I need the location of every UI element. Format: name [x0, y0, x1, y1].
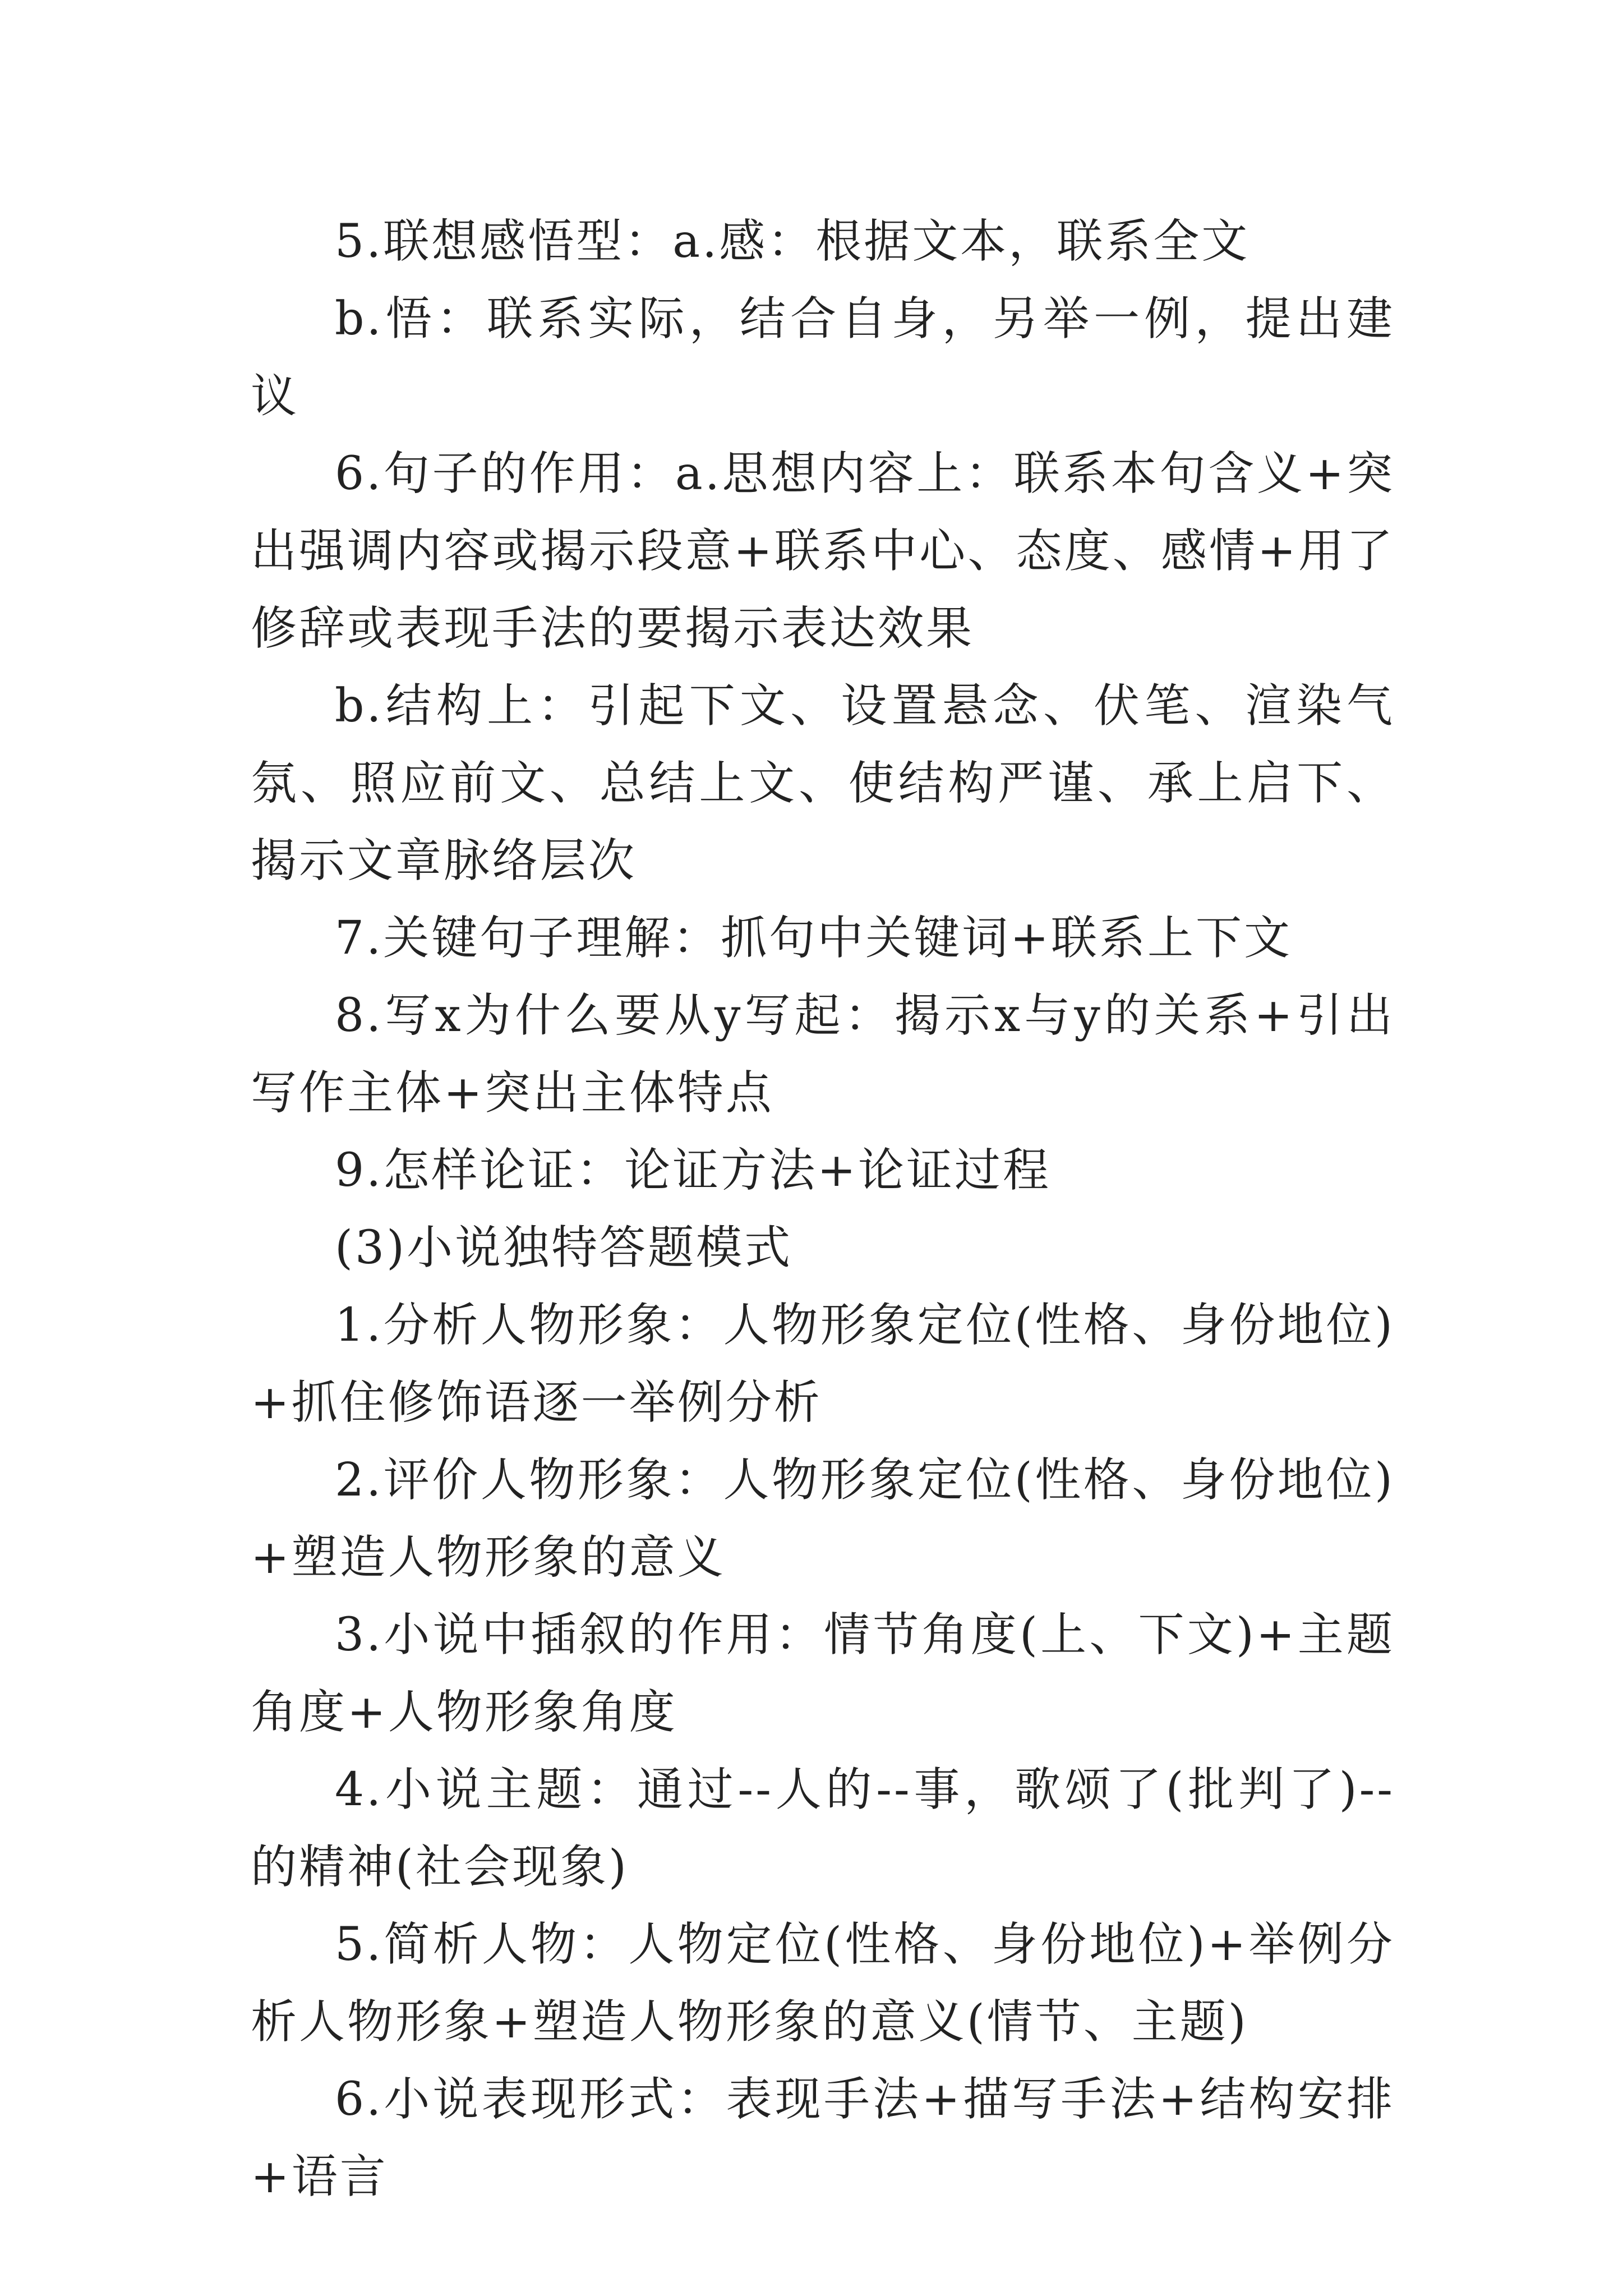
paragraph-key-sentence: 7.关键句子理解：抓句中关键词+联系上下文 — [335, 912, 1292, 965]
paragraph-flashback: 3.小说中插叙的作用：情节角度(上、下文)+主题角度+人物形象角度 — [251, 1608, 1395, 1739]
paragraph-insight: b.悟：联系实际，结合自身，另举一例，提出建议 — [251, 292, 1395, 423]
section-heading-novel: (3)小说独特答题模式 — [335, 1221, 793, 1274]
paragraph-novel-form: 6.小说表现形式：表现手法+描写手法+结构安排+语言 — [251, 2073, 1395, 2203]
paragraph-brief-character: 5.简析人物：人物定位(性格、身份地位)+举例分析人物形象+塑造人物形象的意义(情节、主题) — [251, 1918, 1395, 2049]
paragraph-argumentation: 9.怎样论证：论证方法+论证过程 — [335, 1144, 1051, 1197]
paragraph-write-x-from-y: 8.写x为什么要从y写起：揭示x与y的关系+引出写作主体+突出主体特点 — [251, 989, 1395, 1120]
paragraph-sentence-function-content: 6.句子的作用：a.思想内容上：联系本句含义+突出强调内容或揭示段意+联系中心、态度、感情+用了修辞或表现手法的要揭示表达效果 — [251, 447, 1395, 655]
document-body — [251, 203, 1395, 2216]
paragraph-novel-theme: 4.小说主题：通过--人的--事，歌颂了(批判了)--的精神(社会现象) — [251, 1763, 1395, 1894]
paragraph-sentence-function-structure: b.结构上：引起下文、设置悬念、伏笔、渲染气氛、照应前文、总结上文、使结构严谨、承上启下、揭示文章脉络层次 — [251, 679, 1395, 887]
paragraph-analyze-character: 1.分析人物形象：人物形象定位(性格、身份地位)+抓住修饰语逐一举例分析 — [251, 1299, 1395, 1429]
paragraph-association-type: 5.联想感悟型：a.感：根据文本，联系全文 — [335, 215, 1250, 268]
paragraph-evaluate-character: 2.评价人物形象：人物形象定位(性格、身份地位)+塑造人物形象的意义 — [251, 1453, 1395, 1584]
